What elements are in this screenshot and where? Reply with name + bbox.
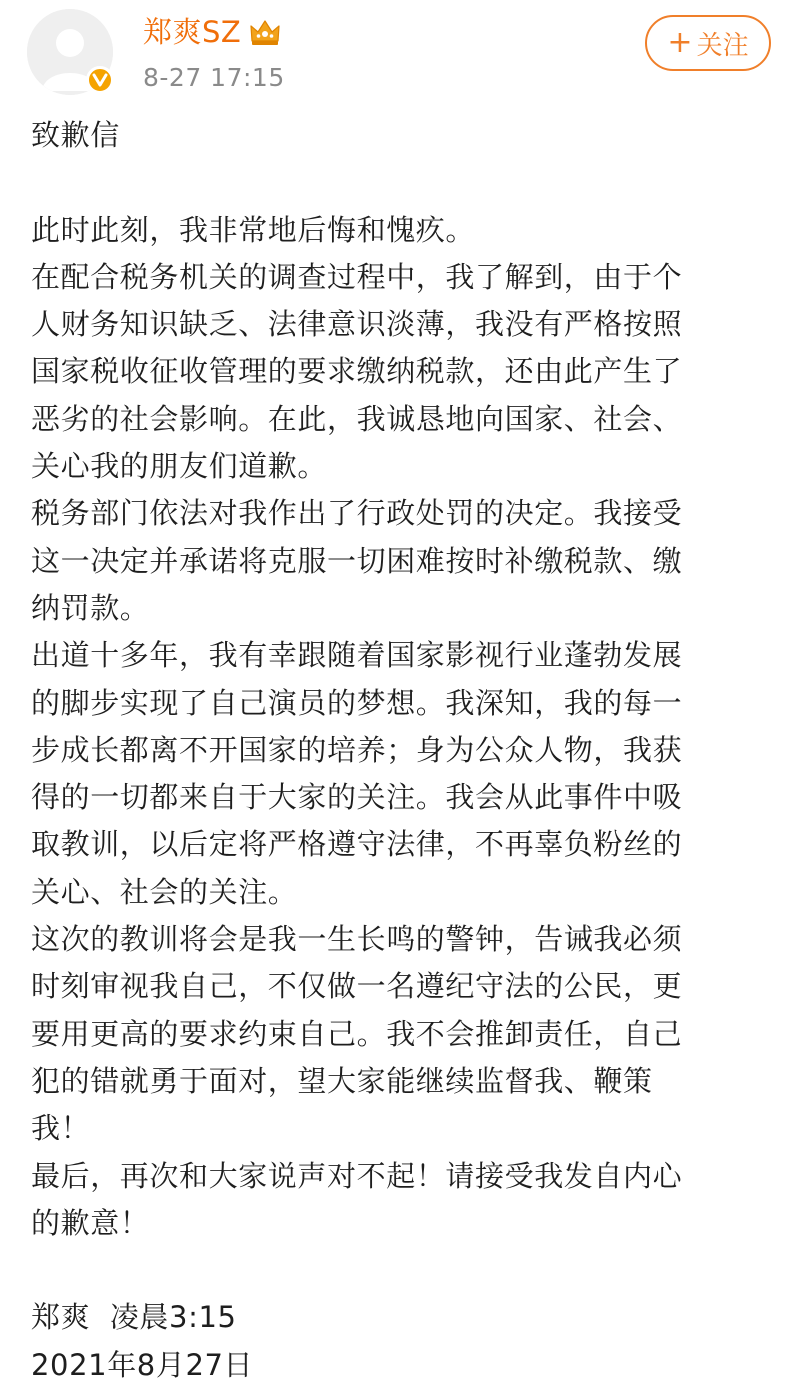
post-date: 2021年8月27日 xyxy=(31,1347,254,1382)
username-row xyxy=(143,12,281,52)
post-line: 我！ xyxy=(31,1111,91,1146)
verified-v-badge-icon xyxy=(86,66,114,94)
blank-line xyxy=(31,1247,771,1294)
post-line: 这一决定并承诺将克服一切困难按时补缴税款、缴 xyxy=(31,543,683,578)
post-signature: 郑爽 凌晨3:15 xyxy=(31,1300,237,1335)
post-line: 步成长都离不开国家的培养；身为公众人物，我获 xyxy=(31,732,683,767)
crown-icon[interactable] xyxy=(249,17,281,47)
post-line: 此时此刻，我非常地后悔和愧疚。 xyxy=(31,212,476,247)
post-timestamp: 8-27 17:15 xyxy=(143,63,285,92)
post-line: 这次的教训将会是我一生长鸣的警钟，告诫我必须 xyxy=(31,922,683,957)
post-line: 出道十多年，我有幸跟随着国家影视行业蓬勃发展 xyxy=(31,638,683,673)
post-line: 取教训，以后定将严格遵守法律，不再辜负粉丝的 xyxy=(31,827,683,862)
post-line: 时刻审视我自己，不仅做一名遵纪守法的公民，更 xyxy=(31,969,683,1004)
post-line: 犯的错就勇于面对，望大家能继续监督我、鞭策 xyxy=(31,1063,653,1098)
post-line: 关心我的朋友们道歉。 xyxy=(31,449,328,484)
post-line: 恶劣的社会影响。在此，我诚恳地向国家、社会、 xyxy=(31,401,683,436)
post-line: 最后，再次和大家说声对不起！请接受我发自内心 xyxy=(31,1158,683,1193)
follow-button-label: 关注 xyxy=(696,30,749,61)
post-line: 的歉意！ xyxy=(31,1205,150,1240)
post-line: 人财务知识缺乏、法律意识淡薄，我没有严格按照 xyxy=(31,307,683,342)
post-title: 致歉信 xyxy=(31,118,120,152)
post-line: 纳罚款。 xyxy=(31,590,150,625)
post-line: 关心、社会的关注。 xyxy=(31,874,298,909)
post-line: 税务部门依法对我作出了行政处罚的决定。我接受 xyxy=(31,496,683,531)
username[interactable]: 郑爽SZ xyxy=(143,15,242,49)
follow-button[interactable] xyxy=(645,15,771,71)
post-line: 得的一切都来自于大家的关注。我会从此事件中吸 xyxy=(31,780,683,815)
post-header xyxy=(0,0,800,110)
plus-icon: + xyxy=(667,25,693,60)
post-line: 的脚步实现了自己演员的梦想。我深知，我的每一 xyxy=(31,685,683,720)
post-line: 要用更高的要求约束自己。我不会推卸责任，自己 xyxy=(31,1016,683,1051)
post-line: 在配合税务机关的调查过程中，我了解到，由于个 xyxy=(31,259,683,294)
post-body xyxy=(31,112,771,1389)
post-line: 国家税收征收管理的要求缴纳税款，还由此产生了 xyxy=(31,354,683,389)
blank-line xyxy=(31,159,771,206)
